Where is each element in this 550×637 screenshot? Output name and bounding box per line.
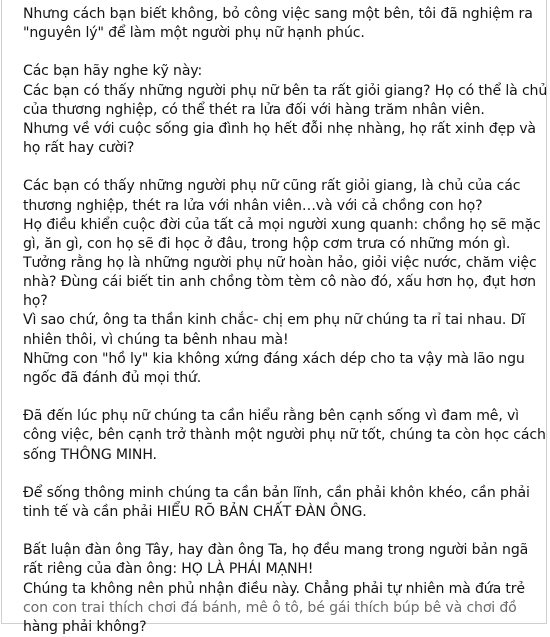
paragraph-gap xyxy=(23,158,543,177)
text-line: nhiên thôi, vì chúng ta bênh nhau mà! xyxy=(23,331,289,348)
text-line: nhà? Đùng cái biết tin anh chồng tòm tèm cô nào đó, xấu hơn họ, đụt hơn xyxy=(23,274,536,291)
paragraph-intro xyxy=(23,5,543,43)
text-line: "nguyên lý" để làm một người phụ nữ hạnh phúc. xyxy=(23,25,365,42)
text-line: gì, ăn gì, con họ sẽ đi học ở đâu, trong hộp cơm trưa có những món gì. xyxy=(23,235,511,252)
paragraph-gap xyxy=(23,522,543,541)
text-line: họ? xyxy=(23,293,48,310)
post-body xyxy=(23,5,548,637)
paragraph-understand-men xyxy=(23,484,543,522)
text-line: Đã đến lúc phụ nữ chúng ta cần hiểu rằng bên cạnh sống vì đam mê, vì xyxy=(23,408,519,425)
paragraph-gap xyxy=(23,43,543,62)
paragraph-smart-living xyxy=(23,407,546,464)
text-line: Các bạn có thấy những người phụ nữ cũng rất giỏi giang, là chủ của các xyxy=(23,178,521,195)
paragraph-gap xyxy=(23,388,543,407)
text-line: của thương nghiệp, có thể thét ra lửa đối với hàng trăm nhân viên. xyxy=(23,101,485,118)
text-line: ngốc đã đánh đủ mọi thứ. xyxy=(23,369,202,386)
paragraph-question xyxy=(23,62,548,158)
text-line: rất riêng của đàn ông: HỌ LÀ PHÁI MẠNH! xyxy=(23,561,314,578)
text-line: công việc, bên cạnh trở thành một người phụ nữ tốt, chúng ta còn học cách xyxy=(23,427,546,444)
text-line: hàng phải không? xyxy=(23,618,147,635)
text-line: Để sống thông minh chúng ta cần bản lĩnh, cần phải khôn khéo, cần phải xyxy=(23,484,530,501)
text-line: Vì sao chứ, ông ta thần kinh chắc- chị em phụ nữ chúng ta rỉ tai nhau. Dĩ xyxy=(23,312,526,329)
text-line: Nhưng cách bạn biết không, bỏ công việc sang một bên, tôi đã nghiệm ra xyxy=(23,6,533,22)
text-line: con con trai thích chơi đá bánh, mê ô tô, bé gái thích búp bê và chơi đồ xyxy=(23,599,517,616)
paragraph-strong-gender xyxy=(23,541,543,637)
text-line: Các bạn có thấy những người phụ nữ bên ta rất giỏi giang? Họ có thể là chủ xyxy=(23,82,548,99)
text-line: Họ điều khiển cuộc đời của tất cả mọi người xung quanh: chồng họ sẽ mặc xyxy=(23,216,541,233)
paragraph-contrast xyxy=(23,177,543,388)
text-line: họ rất hay cười? xyxy=(23,140,135,157)
paragraph-gap xyxy=(23,465,543,484)
text-line: Các bạn hãy nghe kỹ này: xyxy=(23,63,203,80)
text-line: Chúng ta không nên phủ nhận điều này. Chẳng phải tự nhiên mà đứa trẻ xyxy=(23,580,525,597)
text-line: Những con "hồ ly" kia không xứng đáng xách dép cho ta vậy mà lão ngu xyxy=(23,350,525,367)
text-line: Tưởng rằng họ là những người phụ nữ hoàn hảo, giỏi việc nước, chăm việc xyxy=(23,255,537,271)
text-line: Nhưng về với cuộc sống gia đình họ hết đỗi nhẹ nhàng, họ rất xinh đẹp và xyxy=(23,120,536,137)
text-line: Bất luận đàn ông Tây, hay đàn ông Ta, họ đều mang trong người bản ngã xyxy=(23,542,529,559)
text-line: thương nghiệp, thét ra lửa với nhân viên…và với cả chồng con họ? xyxy=(23,197,483,214)
text-line: sống THÔNG MINH. xyxy=(23,446,157,463)
post-frame xyxy=(1,0,548,635)
text-line: tinh tế và cần phải HIỂU RÕ BẢN CHẤT ĐÀN ÔNG. xyxy=(23,504,367,520)
